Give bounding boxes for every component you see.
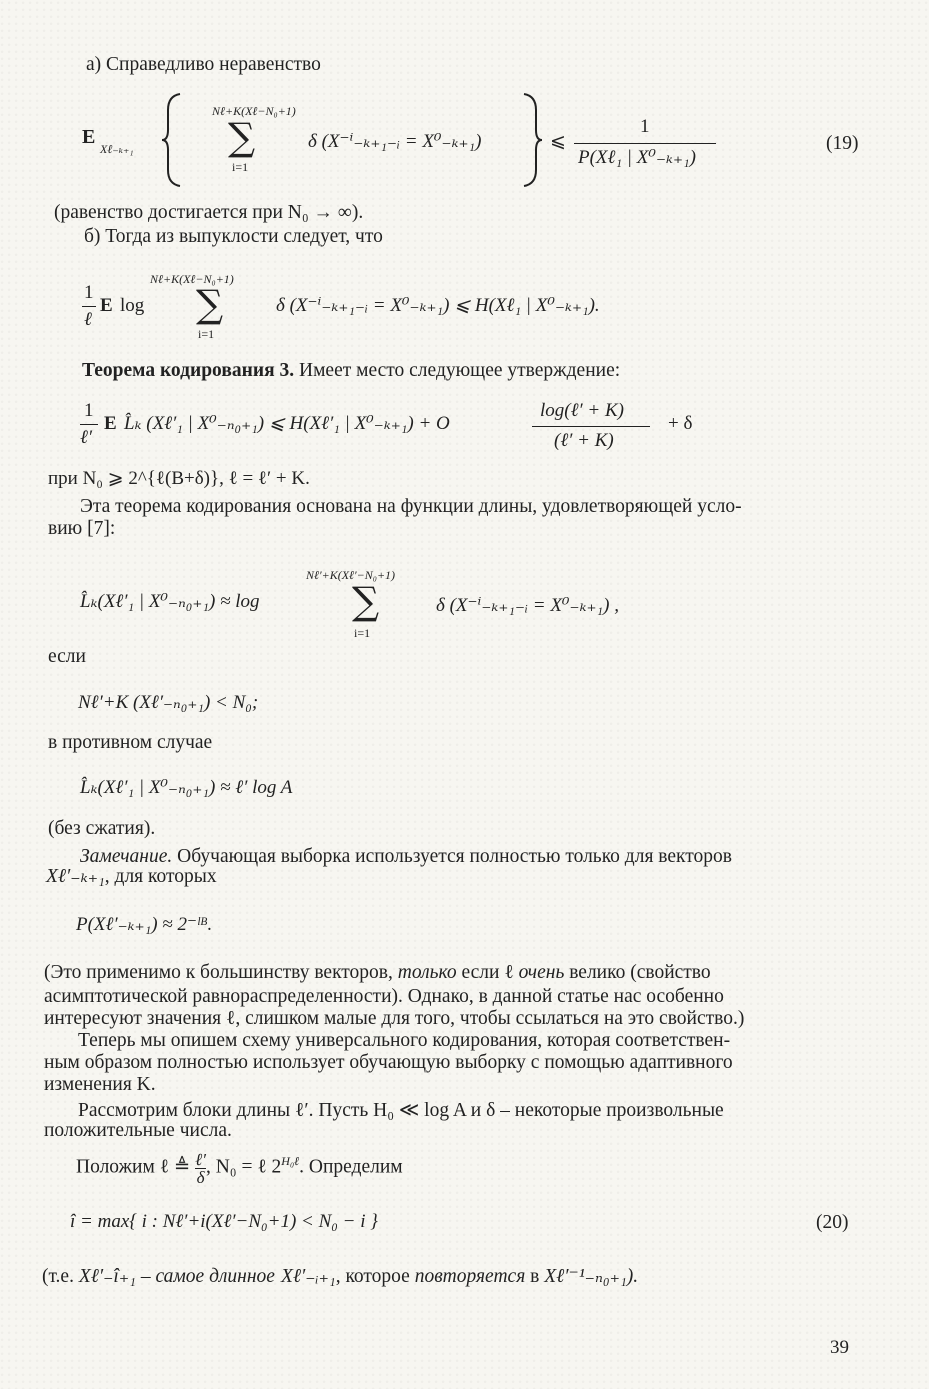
frac-num-1: 1 <box>84 400 94 421</box>
expectation-subscript: Xℓ₋ₖ₊₁ <box>100 142 134 156</box>
fraction-denominator: P(Xℓ₁ | X⁰₋ₖ₊₁) <box>578 147 696 168</box>
exponent-h0l: H₀ℓ <box>281 1154 300 1168</box>
p1-emph-very: очень <box>518 962 565 983</box>
sum-lower-limit: i=1 <box>232 160 249 174</box>
sum-upper-limit: Nℓ+K(Xℓ−N₀+1) <box>212 104 296 118</box>
big-frac-num: log(ℓ′ + K) <box>540 400 624 421</box>
fraction-bar <box>532 426 650 427</box>
remark-title: Замечание. <box>80 846 173 867</box>
ie-vector-3: Xℓ′⁻¹₋ₙ₀₊₁). <box>544 1266 639 1287</box>
expectation-symbol: E <box>104 413 117 434</box>
equation-number-19: (19) <box>826 133 859 154</box>
sum-upper-limit: Nℓ′+K(Xℓ′−N₀+1) <box>306 568 396 582</box>
theorem-statement: Имеет место следующее утверждение: <box>294 360 621 381</box>
text-line-b: б) Тогда из выпуклости следует, что <box>84 226 383 247</box>
ie-vector-2: Xℓ′₋ᵢ₊₁ <box>280 1266 336 1287</box>
frac-den-lprime: ℓ′ <box>80 427 93 448</box>
log-symbol: log <box>120 295 145 316</box>
ie-part-d: , которое <box>335 1266 415 1287</box>
expectation-symbol: E <box>100 295 113 316</box>
ie-part-a: (т.е. <box>42 1266 79 1287</box>
p1-part-c: если ℓ <box>456 962 519 983</box>
frac-num-1: 1 <box>84 282 94 303</box>
sum-symbol: ∑ <box>196 282 224 326</box>
text-line-no-compression: (без сжатия). <box>48 818 156 839</box>
p1-part-e: велико (свойство <box>564 962 711 983</box>
text-line-eta-1: Эта теорема кодирования основана на функции длины, удовлетворяющей усло- <box>80 496 742 517</box>
relation-leq: ⩽ <box>550 131 566 152</box>
text-line-otherwise: в противном случае <box>48 732 213 753</box>
remark-vector: Xℓ′₋ₖ₊₁ <box>46 866 105 887</box>
fraction-numerator: 1 <box>640 116 650 137</box>
remark-text-2: , для которых <box>104 866 217 887</box>
fraction-bar <box>574 143 716 144</box>
sum-symbol: ∑ <box>228 115 256 159</box>
left-brace <box>160 92 184 188</box>
paragraph-line-ie <box>42 1266 638 1288</box>
sum-body: δ (X⁻ⁱ₋ₖ₊₁₋ᵢ = X⁰₋ₖ₊₁) , <box>436 595 619 616</box>
paragraph-line-4: Теперь мы опишем схему универсального кодирования, которая соответствен- <box>78 1030 731 1051</box>
paragraph-line-5: ным образом полностью использует обучающую выборку с помощью адаптивного <box>44 1052 733 1073</box>
equation-probability: P(Xℓ′₋ₖ₊₁) ≈ 2⁻ˡᴮ. <box>76 914 213 935</box>
p9-part-b: , N₀ = ℓ 2 <box>205 1156 282 1178</box>
p1-part-a: (Это применимо к большинству векторов, <box>44 962 398 983</box>
paragraph-line-6: изменения K. <box>44 1074 156 1095</box>
text-line-equality: (равенство достигается при N₀ → ∞). <box>54 202 364 223</box>
paragraph-line-2: асимптотической равнораспределенности). Однако, в данной статье нас особенно <box>44 986 724 1007</box>
remark-line-2 <box>46 866 217 888</box>
paragraph-line-3: интересуют значения ℓ, слишком малые для того, чтобы ссылаться на это свойство.) <box>44 1008 745 1029</box>
equation-20-body: î = max{ i : Nℓ′+i(Xℓ′−N₀+1) < N₀ − i } <box>70 1211 378 1232</box>
ie-emph-longest: самое длинное <box>155 1266 275 1287</box>
expectation-symbol: E <box>82 126 96 148</box>
paragraph-line-8: положительные числа. <box>44 1120 232 1141</box>
text-line-eta-2: вию [7]: <box>48 518 116 539</box>
remark-text: Обучающая выборка используется полностью только для векторов <box>172 846 732 867</box>
frac-den: δ <box>196 1167 205 1187</box>
sum-body: δ (X⁻ⁱ₋ₖ₊₁₋ᵢ = X⁰₋ₖ₊₁) <box>308 131 482 152</box>
remark-line <box>80 846 732 868</box>
theorem-title: Теорема кодирования 3. <box>82 360 295 381</box>
paragraph-line-1 <box>44 962 711 984</box>
p1-emph-only: только <box>397 962 457 983</box>
sum-upper-limit: Nℓ+K(Xℓ−N₀+1) <box>150 272 234 286</box>
ie-part-f: в <box>525 1266 545 1287</box>
equation-number-20: (20) <box>816 1212 849 1233</box>
text-line-esli: если <box>48 646 86 667</box>
big-frac-den: (ℓ′ + K) <box>554 430 614 451</box>
length-lhs: L̂ₖ(Xℓ′₁ | X⁰₋ₙ₀₊₁) ≈ log <box>80 591 260 612</box>
sum-symbol: ∑ <box>352 579 380 623</box>
sum-lower-limit: i=1 <box>198 327 215 341</box>
fraction-l-over-delta <box>195 1151 206 1186</box>
theorem-tail: + δ <box>668 413 693 434</box>
p9-part-c: . Определим <box>299 1156 403 1178</box>
ie-vector-1: Xℓ′₋î₊₁ <box>78 1266 136 1287</box>
sum-body: δ (X⁻ⁱ₋ₖ₊₁₋ᵢ = X⁰₋ₖ₊₁) ⩽ H(Xℓ₁ | X⁰₋ₖ₊₁). <box>276 295 600 316</box>
equation-condition: Nℓ′+K (Xℓ′₋ₙ₀₊₁) < N₀; <box>78 692 259 713</box>
right-brace <box>520 92 544 188</box>
sum-lower-limit: i=1 <box>354 626 371 640</box>
ie-emph-repeats: повторяется <box>414 1266 526 1287</box>
frac-den-l: ℓ <box>84 309 92 330</box>
theorem-body: L̂ₖ (Xℓ′₁ | X⁰₋ₙ₀₊₁) ⩽ H(Xℓ′₁ | X⁰₋ₖ₊₁) + O <box>124 413 450 434</box>
paragraph-line-9 <box>76 1150 403 1186</box>
ie-dash: – <box>135 1266 156 1287</box>
text-line-pri: при N₀ ⩾ 2^{ℓ(B+δ)}, ℓ = ℓ′ + K. <box>48 468 310 489</box>
paragraph-line-7: Рассмотрим блоки длины ℓ′. Пусть H₀ ≪ log A и δ – некоторые произвольные <box>78 1100 724 1121</box>
page-number: 39 <box>830 1337 849 1358</box>
frac-num: ℓ′ <box>195 1149 206 1169</box>
p9-part-a: Положим ℓ ≜ <box>76 1156 196 1178</box>
equation-no-compression: L̂ₖ(Xℓ′₁ | X⁰₋ₙ₀₊₁) ≈ ℓ′ log A <box>80 777 293 798</box>
text-line-a: а) Справедливо неравенство <box>86 54 321 75</box>
theorem-line <box>82 360 620 382</box>
